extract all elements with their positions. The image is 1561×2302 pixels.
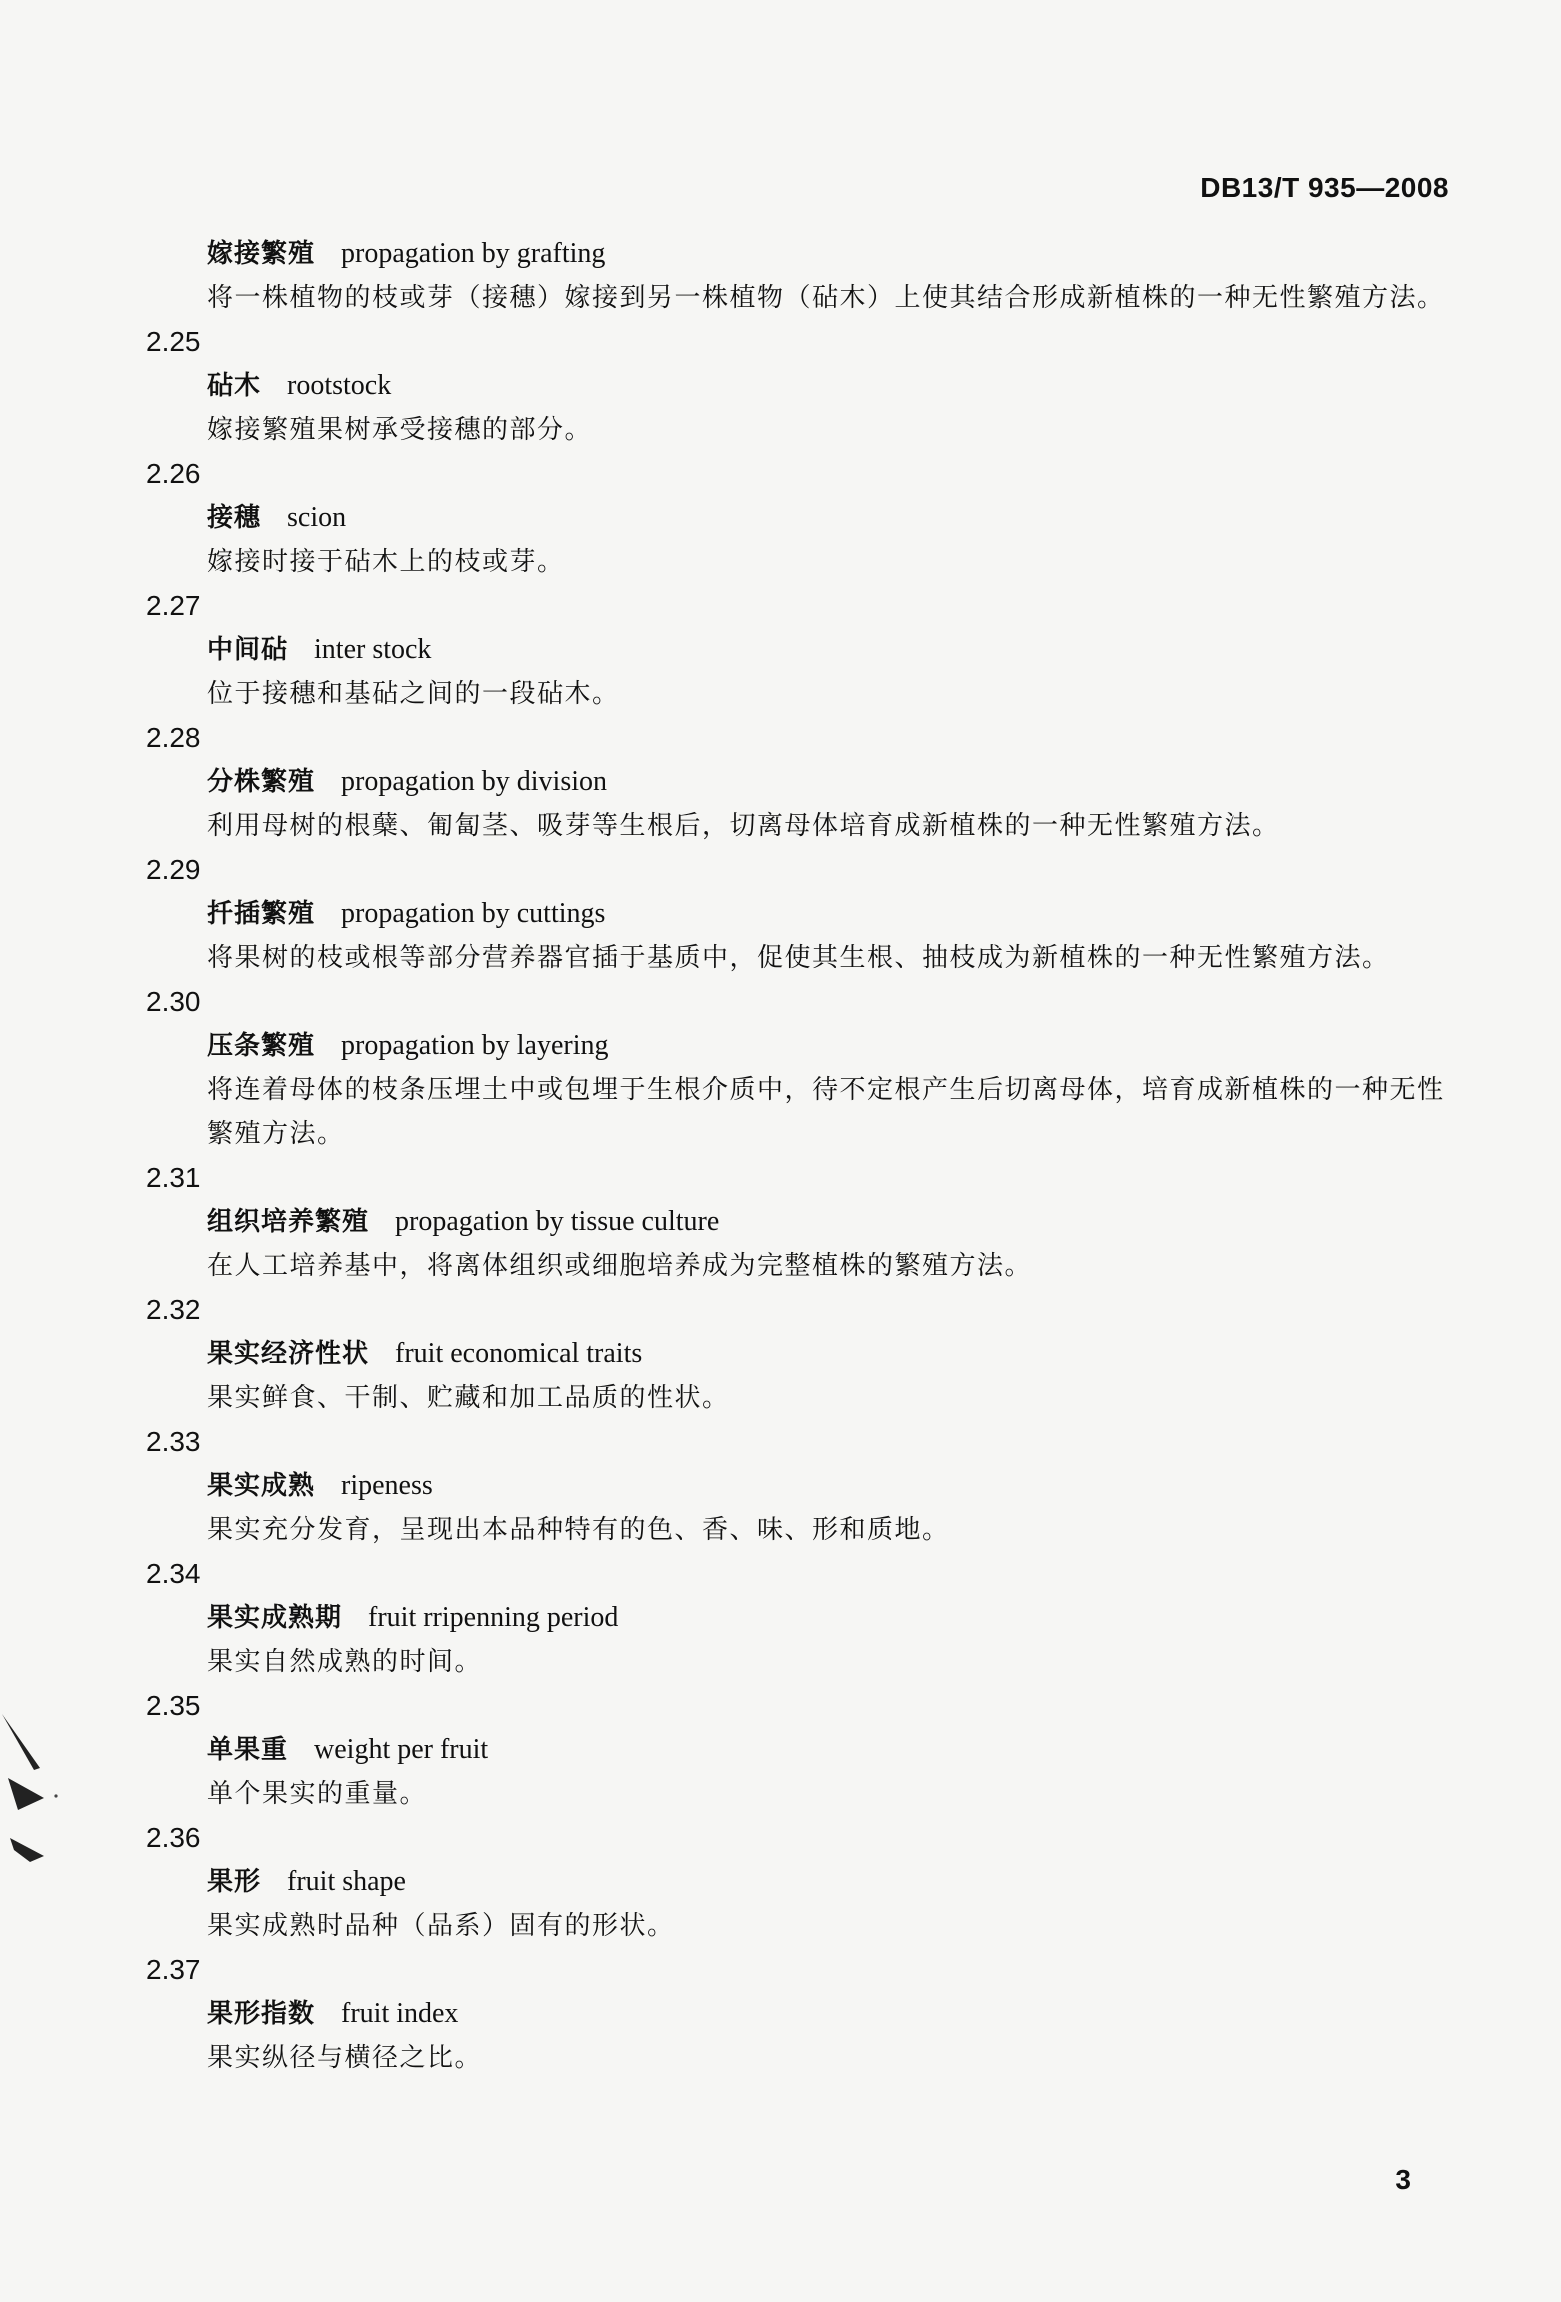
term-english: propagation by cuttings (341, 898, 606, 929)
term-chinese: 果实经济性状 (207, 1339, 370, 1369)
term-entry (0, 584, 1561, 716)
term-entry (0, 1948, 1561, 2080)
term-definition: 将一株植物的枝或芽（接穗）嫁接到另一株植物（砧木）上使其结合形成新植株的一种无性繁殖方法。 (207, 283, 1445, 313)
term-chinese: 扦插繁殖 (207, 899, 316, 929)
term-chinese: 中间砧 (207, 635, 289, 665)
term-chinese: 果形指数 (207, 1999, 316, 2029)
term-number: 2.34 (146, 1558, 201, 1589)
term-heading (207, 1024, 1561, 1068)
term-entry (0, 1420, 1561, 1552)
term-entry (0, 980, 1561, 1156)
term-heading (207, 1332, 1561, 1376)
page-number: 3 (1395, 2164, 1411, 2195)
term-number: 2.36 (146, 1822, 201, 1853)
term-definition: 果实鲜食、干制、贮藏和加工品质的性状。 (207, 1383, 730, 1413)
term-number: 2.30 (146, 986, 201, 1017)
term-heading (207, 1200, 1561, 1244)
term-heading (207, 628, 1561, 672)
term-entry (0, 1288, 1561, 1420)
term-entry (0, 848, 1561, 980)
term-number: 2.28 (146, 722, 201, 753)
term-heading (207, 496, 1561, 540)
term-number: 2.32 (146, 1294, 201, 1325)
term-english: rootstock (287, 370, 392, 401)
term-heading (207, 1464, 1561, 1508)
term-definition: 嫁接时接于砧木上的枝或芽。 (207, 547, 565, 577)
binding-marks (0, 1710, 70, 1880)
term-english: scion (287, 502, 347, 533)
term-heading (207, 1596, 1561, 1640)
term-heading (207, 364, 1561, 408)
term-definition: 将连着母体的枝条压埋土中或包埋于生根介质中，待不定根产生后切离母体，培育成新植株的一种无性繁殖方法。 (207, 1075, 1445, 1149)
term-number: 2.37 (146, 1954, 201, 1985)
term-english: propagation by layering (341, 1030, 609, 1061)
term-entry (0, 1552, 1561, 1684)
term-number: 2.26 (146, 458, 201, 489)
term-chinese: 果实成熟 (207, 1471, 316, 1501)
term-entry (0, 232, 1561, 320)
term-english: fruit shape (287, 1866, 406, 1897)
term-chinese: 压条繁殖 (207, 1031, 316, 1061)
term-definition: 果实纵径与横径之比。 (207, 2043, 483, 2073)
term-heading (207, 1728, 1561, 1772)
term-definition: 将果树的枝或根等部分营养器官插于基质中，促使其生根、抽枝成为新植株的一种无性繁殖方法。 (207, 943, 1390, 973)
term-chinese: 砧木 (207, 371, 262, 401)
term-english: fruit economical traits (395, 1338, 643, 1369)
term-entry (0, 1156, 1561, 1288)
term-heading (207, 760, 1561, 804)
term-chinese: 组织培养繁殖 (207, 1207, 370, 1237)
term-english: fruit index (341, 1998, 459, 2029)
term-number: 2.31 (146, 1162, 201, 1193)
term-heading (207, 892, 1561, 936)
term-entry (0, 452, 1561, 584)
term-entry (0, 1816, 1561, 1948)
binding-mark-3 (10, 1838, 44, 1862)
term-english: weight per fruit (314, 1734, 489, 1765)
term-number: 2.25 (146, 326, 201, 357)
term-definition: 果实成熟时品种（品系）固有的形状。 (207, 1911, 675, 1941)
term-heading (207, 232, 1561, 276)
term-english: fruit rripenning period (368, 1602, 619, 1633)
term-chinese: 果形 (207, 1867, 262, 1897)
term-list (0, 232, 1561, 2080)
term-definition: 果实自然成熟的时间。 (207, 1647, 483, 1677)
binding-mark-1 (2, 1714, 40, 1770)
term-number: 2.35 (146, 1690, 201, 1721)
term-heading (207, 1992, 1561, 2036)
term-heading (207, 1860, 1561, 1904)
term-number: 2.27 (146, 590, 201, 621)
term-definition: 利用母树的根蘖、匍匐茎、吸芽等生根后，切离母体培育成新植株的一种无性繁殖方法。 (207, 811, 1280, 841)
document-code: DB13/T 935—2008 (1200, 172, 1449, 203)
term-english: propagation by tissue culture (395, 1206, 720, 1237)
term-english: propagation by grafting (341, 238, 606, 269)
term-number: 2.33 (146, 1426, 201, 1457)
term-english: propagation by division (341, 766, 607, 797)
term-english: ripeness (341, 1470, 433, 1501)
term-english: inter stock (314, 634, 432, 665)
term-chinese: 果实成熟期 (207, 1603, 343, 1633)
term-definition: 在人工培养基中，将离体组织或细胞培养成为完整植株的繁殖方法。 (207, 1251, 1033, 1281)
binding-mark-2 (8, 1778, 44, 1810)
term-chinese: 分株繁殖 (207, 767, 316, 797)
term-chinese: 嫁接繁殖 (207, 239, 316, 269)
term-chinese: 单果重 (207, 1735, 289, 1765)
term-definition: 嫁接繁殖果树承受接穗的部分。 (207, 415, 593, 445)
term-entry (0, 1684, 1561, 1816)
term-entry (0, 320, 1561, 452)
term-entry (0, 716, 1561, 848)
term-number: 2.29 (146, 854, 201, 885)
binding-dot (54, 1794, 57, 1797)
term-chinese: 接穗 (207, 503, 262, 533)
term-definition: 单个果实的重量。 (207, 1779, 428, 1809)
term-definition: 位于接穗和基砧之间的一段砧木。 (207, 679, 620, 709)
term-definition: 果实充分发育，呈现出本品种特有的色、香、味、形和质地。 (207, 1515, 950, 1545)
